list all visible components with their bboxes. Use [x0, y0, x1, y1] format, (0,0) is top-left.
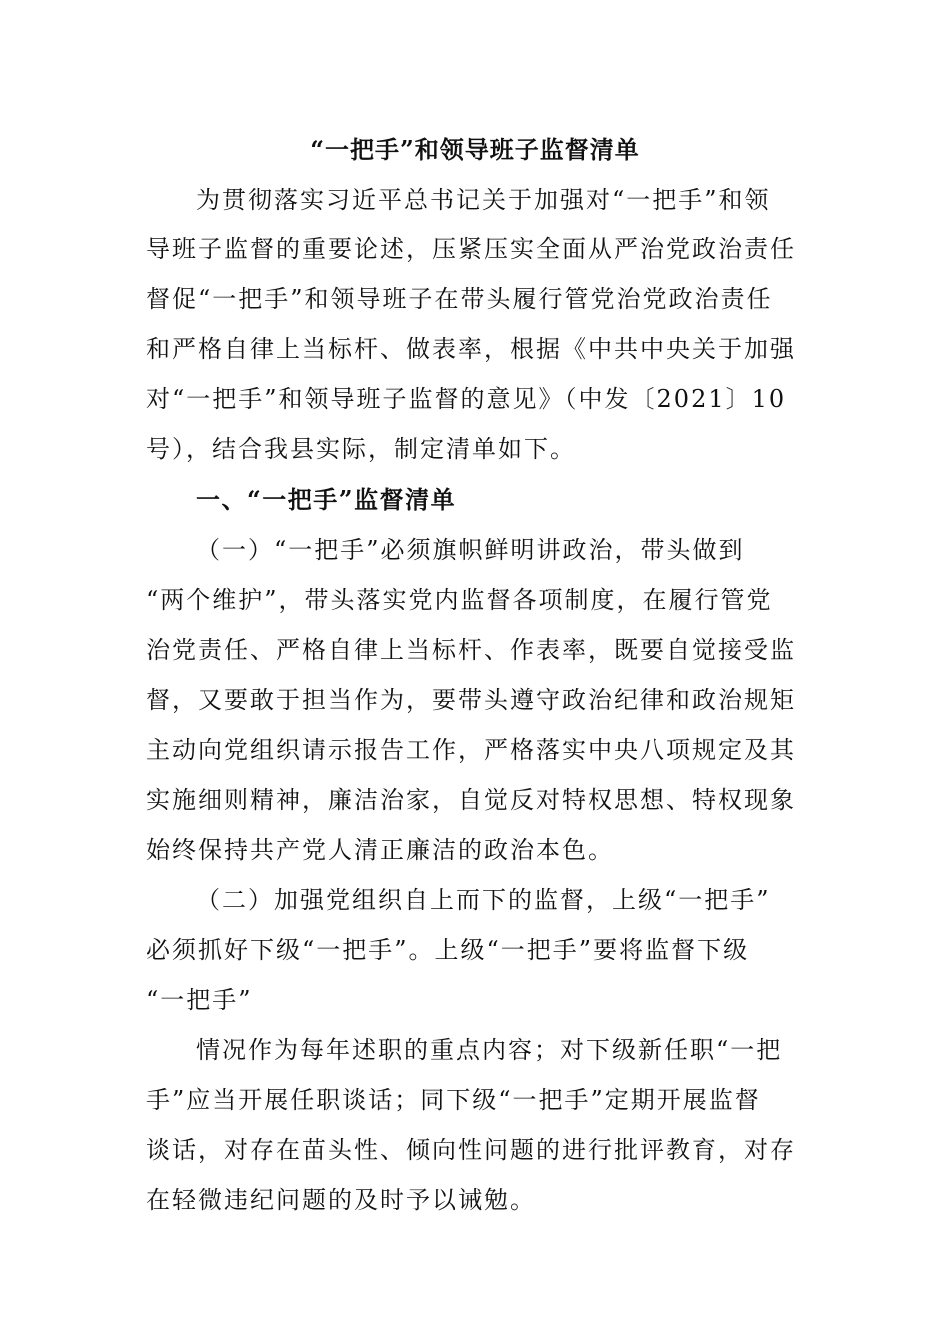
intro-line-6: 号），结合我县实际，制定清单如下。 — [146, 435, 576, 463]
intro-line-3: 督促“一把手”和领导班子在带头履行管党治党政治责任 — [146, 285, 773, 313]
document-title: “一把手”和领导班子监督清单 — [310, 135, 640, 164]
intro-line-1: 为贯彻落实习近平总书记关于加强对“一把手”和领 — [196, 186, 771, 214]
item1-line-3: 治党责任、严格自律上当标杆、作表率，既要自觉接受监 — [146, 636, 796, 664]
item2-cont-line-4: 在轻微违纪问题的及时予以诫勉。 — [146, 1186, 536, 1214]
intro-line-4: 和严格自律上当标杆、做表率，根据《中共中央关于加强 — [146, 335, 796, 363]
item1-line-1: （一）“一把手”必须旗帜鲜明讲政治，带头做到 — [196, 536, 745, 564]
item2-line-2: 必须抓好下级“一把手”。上级“一把手”要将监督下级 — [146, 936, 750, 964]
item1-line-5: 主动向党组织请示报告工作，严格落实中央八项规定及其 — [146, 736, 796, 764]
intro-line-2: 导班子监督的重要论述，压紧压实全面从严治党政治责任 — [146, 235, 796, 263]
item2-cont-line-1: 情况作为每年述职的重点内容；对下级新任职“一把 — [196, 1036, 783, 1064]
item1-line-7: 始终保持共产党人清正廉洁的政治本色。 — [146, 836, 614, 864]
item2-line-3: “一把手” — [146, 986, 253, 1014]
item2-line-1: （二）加强党组织自上而下的监督，上级“一把手” — [196, 886, 771, 914]
item1-line-4: 督，又要敢于担当作为，要带头遵守政治纪律和政治规矩 — [146, 686, 796, 714]
section-heading: 一、“一把手”监督清单 — [196, 485, 457, 514]
item2-cont-line-3: 谈话，对存在苗头性、倾向性问题的进行批评教育，对存 — [146, 1136, 796, 1164]
intro-line-5: 对“一把手”和领导班子监督的意见》（中发〔2021〕10 — [146, 385, 787, 413]
item1-line-6: 实施细则精神，廉洁治家，自觉反对特权思想、特权现象 — [146, 786, 796, 814]
item2-cont-line-2: 手”应当开展任职谈话；同下级“一把手”定期开展监督 — [146, 1086, 761, 1114]
item1-line-2: “两个维护”，带头落实党内监督各项制度，在履行管党 — [146, 586, 773, 614]
